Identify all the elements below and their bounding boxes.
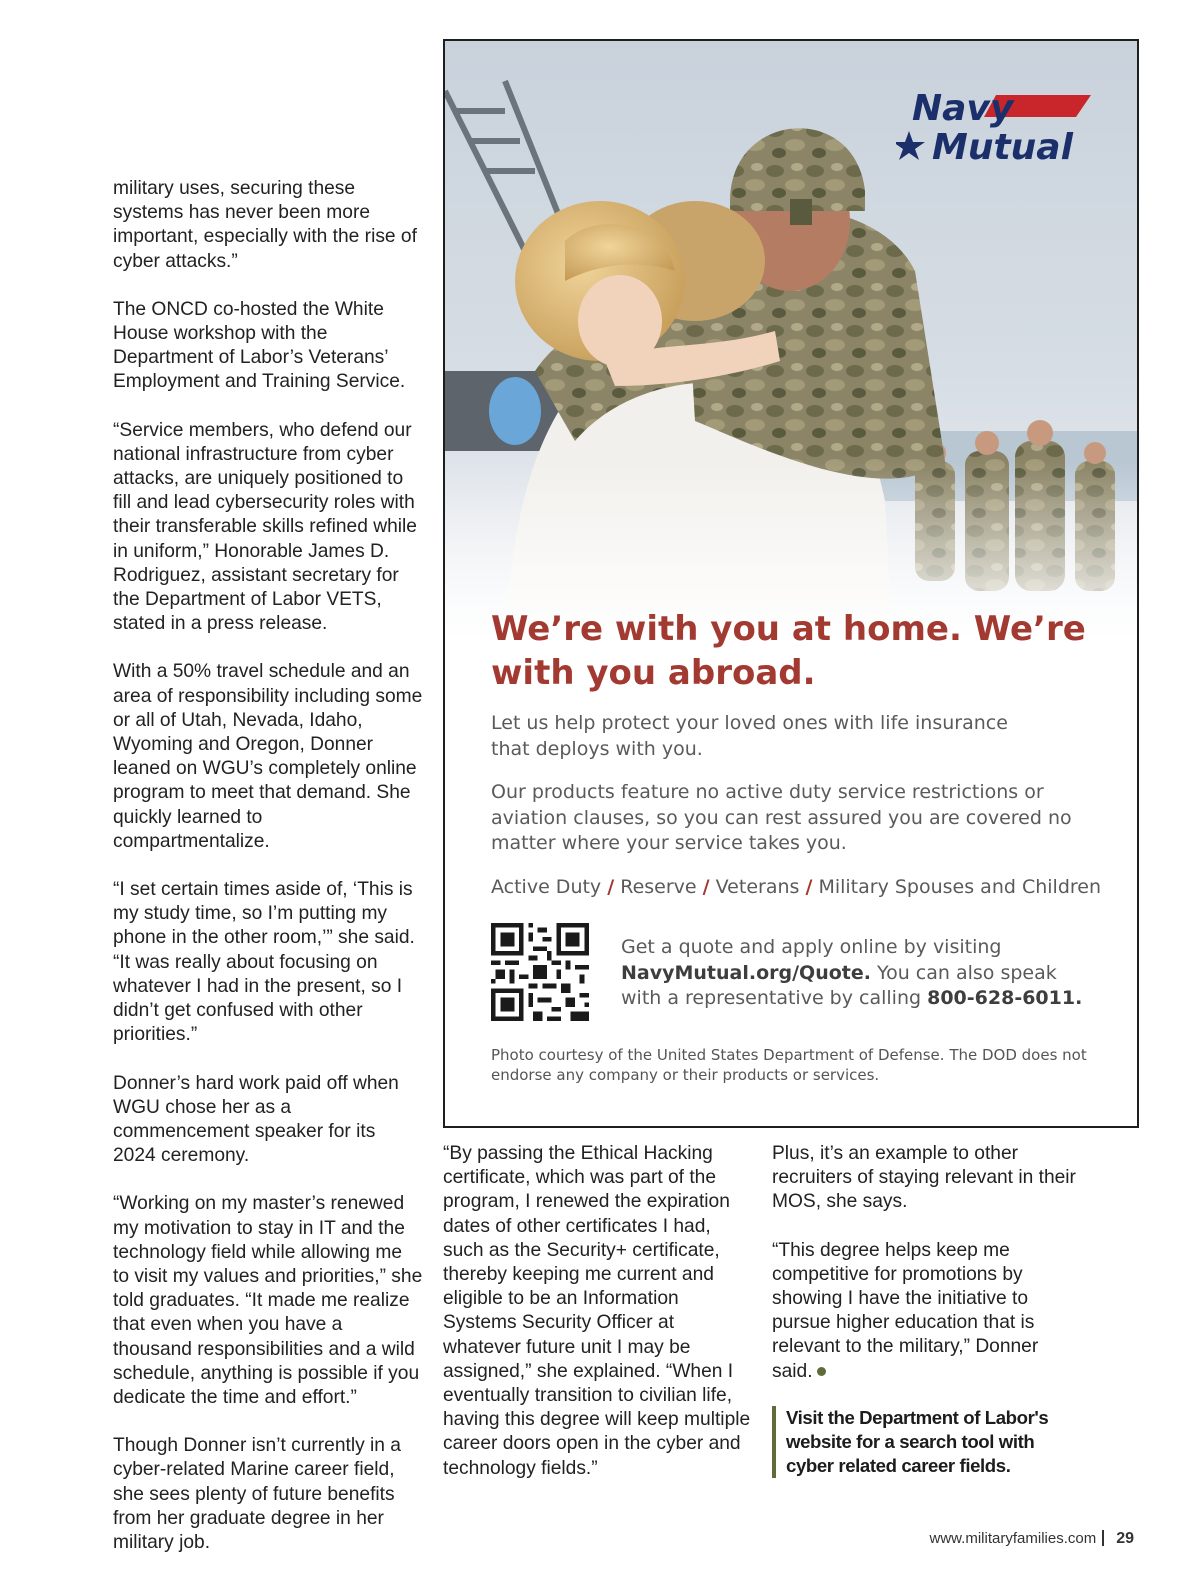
callout-box (772, 1406, 1082, 1479)
audience-categories (491, 875, 1131, 901)
article-column-1 (113, 177, 423, 1579)
quote-instructions (621, 935, 1091, 1012)
paragraph: military uses, securing these systems has never been more important, especially with the rise of cyber attacks.” (113, 178, 417, 272)
paragraph: Donner’s hard work paid off when WGU chose her as a commencement speaker for its 2024 ceremony. (113, 1072, 399, 1167)
quote-url-link[interactable]: NavyMutual.org/Quote. (621, 961, 871, 984)
paragraph: Plus, it’s an example to other recruiters of staying relevant in their MOS, she says. (772, 1143, 1076, 1213)
article-column-2 (443, 1142, 751, 1505)
navy-mutual-logo (896, 87, 1091, 162)
category: Military Spouses and Children (818, 876, 1102, 898)
logo-line-2: Mutual (932, 127, 1073, 162)
page-number: 29 (1116, 1530, 1134, 1547)
paragraph: With a 50% travel schedule and an area of responsibility including some or all of Utah, Nevada, Idaho, Wyoming and Oregon, Donner leaned on WGU’s completely online program to meet that demand. She quickly learned to compartmentalize. (113, 661, 423, 852)
quote-intro: Get a quote and apply online by visiting (621, 936, 1002, 958)
category: Veterans (715, 876, 800, 898)
end-mark-icon (817, 1367, 826, 1376)
article-column-3 (772, 1142, 1082, 1478)
paragraph: Though Donner isn’t currently in a cyber-related Marine career field, she sees plenty of future benefits from her graduate degree in her military job. (113, 1435, 401, 1553)
quote-middle: You can also speak with a representative by calling (621, 961, 1057, 1009)
qr-code-icon[interactable] (491, 923, 589, 1021)
phone-number[interactable]: 800-628-6011. (927, 987, 1083, 1009)
photo-credit: Photo courtesy of the United States Department of Defense. The DOD does not endorse any company or their products or services. (491, 1046, 1087, 1084)
paragraph: “I set certain times aside of, ‘This is my study time, so I’m putting my phone in the other room,’” she said. “It was really about focusing on whatever I had in the present, so I didn’t get confused with other priorities.” (113, 879, 415, 1046)
paragraph: “Working on my master’s renewed my motivation to stay in IT and the technology field while allowing me to visit my values and priorities,” she told graduates. “It made me realize that even when you have a thousand responsibilities and a wild schedule, anything is possible if you dedicate the time and effort.” (113, 1193, 423, 1408)
closing-quote: “This degree helps keep me competitive for promotions by showing I have the initiative to pursue higher education that is relevant to the military,” Donner said. (772, 1239, 1039, 1382)
star-icon (896, 131, 925, 160)
separator: / (607, 876, 615, 898)
ad-headline: We’re with you at home. We’re with you abroad. (491, 609, 1086, 693)
logo-line-1: Navy (912, 88, 1014, 129)
category: Active Duty (491, 876, 602, 898)
separator: / (702, 876, 710, 898)
website-link[interactable]: www.militaryfamilies.com (929, 1530, 1097, 1547)
paragraph: “Service members, who defend our national infrastructure from cyber attacks, are uniquely positioned to fill and lead cybersecurity roles with their transferable skills refined while in uniform,” Honorable James D. Rodriguez, assistant secretary for the Department of Labor VETS, stated in a press release. (113, 419, 417, 635)
paragraph: The ONCD co-hosted the White House workshop with the Department of Labor’s Veterans’ Employment and Training Service. (113, 298, 406, 393)
callout-text: Visit the Department of Labor's website for a search tool with cyber related career fields. (786, 1406, 1049, 1477)
divider (1102, 1530, 1104, 1546)
separator: / (805, 876, 813, 898)
paragraph: “By passing the Ethical Hacking certificate, which was part of the program, I renewed the expiration dates of other certificates I had, such as the Security+ certificate, thereby keeping me current and eligible to be an Information Systems Security Officer at whatever future unit I may be assigned,” she explained. “When I eventually transition to civilian life, having this degree will keep multiple career doors open in the cyber and technology fields.” (443, 1143, 751, 1479)
navy-mutual-advertisement (443, 39, 1139, 1128)
paragraph (772, 1239, 1082, 1384)
ad-paragraph: Let us help protect your loved ones with life insurance that deploys with you. (491, 712, 1008, 760)
category: Reserve (620, 876, 697, 898)
page-footer (930, 1530, 1134, 1548)
ad-paragraph: Our products feature no active duty service restrictions or aviation clauses, so you can rest assured you are covered no matter where your service takes you. (491, 781, 1072, 854)
